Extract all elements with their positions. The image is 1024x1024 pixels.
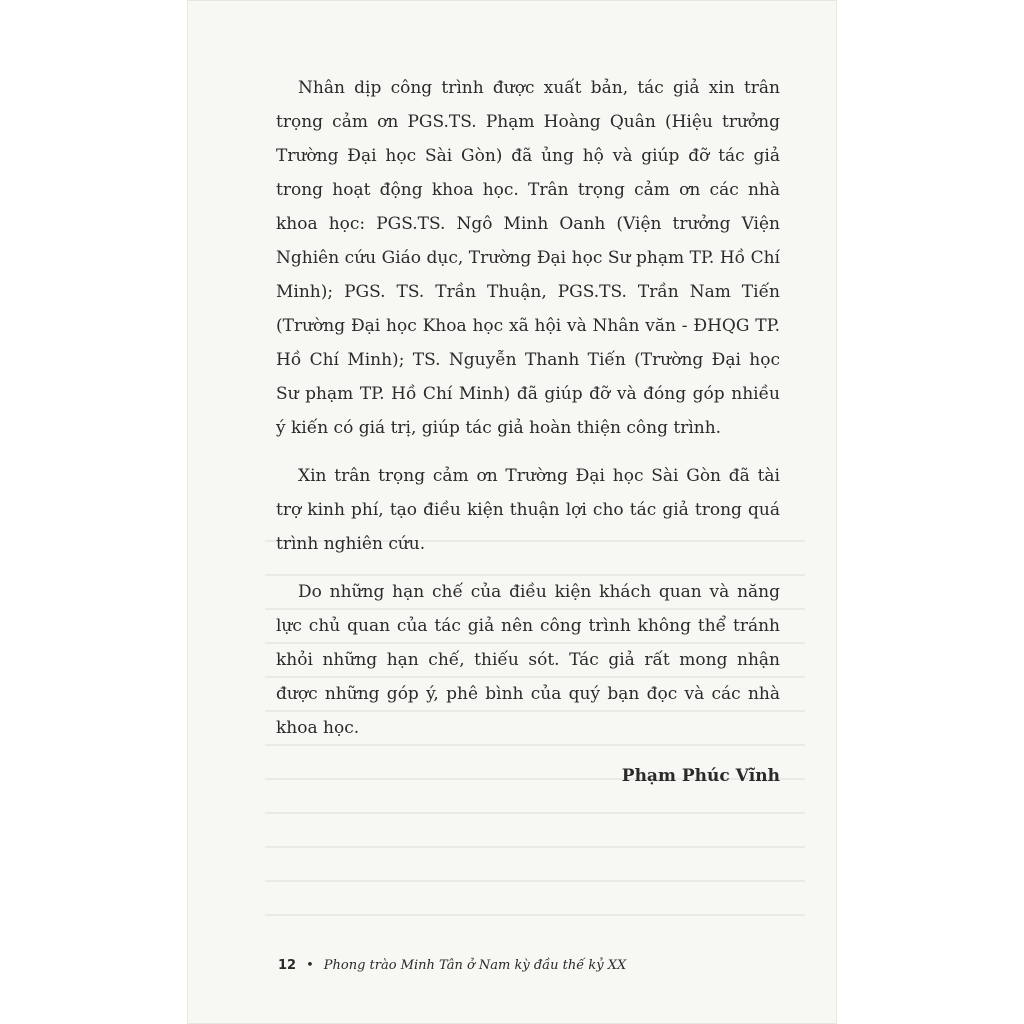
running-title: Phong trào Minh Tân ở Nam kỳ đầu thế kỷ XX [323, 958, 627, 973]
author-signature: Phạm Phúc Vĩnh [621, 766, 780, 786]
paragraph-acknowledgement: Nhân dịp công trình được xuất bản, tác giả xin trân trọng cảm ơn PGS.TS. Phạm Hoàng Quân (Hiệu trưởng Trường Đại học Sài Gòn) đã ủng hộ và giúp đỡ tác giả trong hoạt động khoa học. Trân trọng cảm ơn các nhà khoa học: PGS.TS. Ngô Minh Oanh (Viện trưởng Viện Nghiên cứu Giáo dục, Trường Đại học Sư phạm TP. Hồ Chí Minh); PGS. TS. Trần Thuận, PGS.TS. Trần Nam Tiến (Trường Đại học Khoa học xã hội và Nhân văn - ĐHQG TP. Hồ Chí Minh); TS. Nguyễn Thanh Tiến (Trường Đại học Sư phạm TP. Hồ Chí Minh) đã giúp đỡ và đóng góp nhiều ý kiến có giá trị, giúp tác giả hoàn thiện công trình. [276, 78, 780, 438]
page-body [276, 71, 780, 793]
page-footer [278, 958, 626, 973]
page-number: 12 [278, 958, 297, 973]
paragraph-limitations: Do những hạn chế của điều kiện khách quan và năng lực chủ quan của tác giả nên công trình không thể tránh khỏi những hạn chế, thiếu sót. Tác giả rất mong nhận được những góp ý, phê bình của quý bạn đọc và các nhà khoa học. [276, 582, 780, 738]
paragraph-funding: Xin trân trọng cảm ơn Trường Đại học Sài Gòn đã tài trợ kinh phí, tạo điều kiện thuận lợi cho tác giả trong quá trình nghiên cứu. [276, 466, 780, 554]
footer-separator: • [306, 958, 314, 973]
